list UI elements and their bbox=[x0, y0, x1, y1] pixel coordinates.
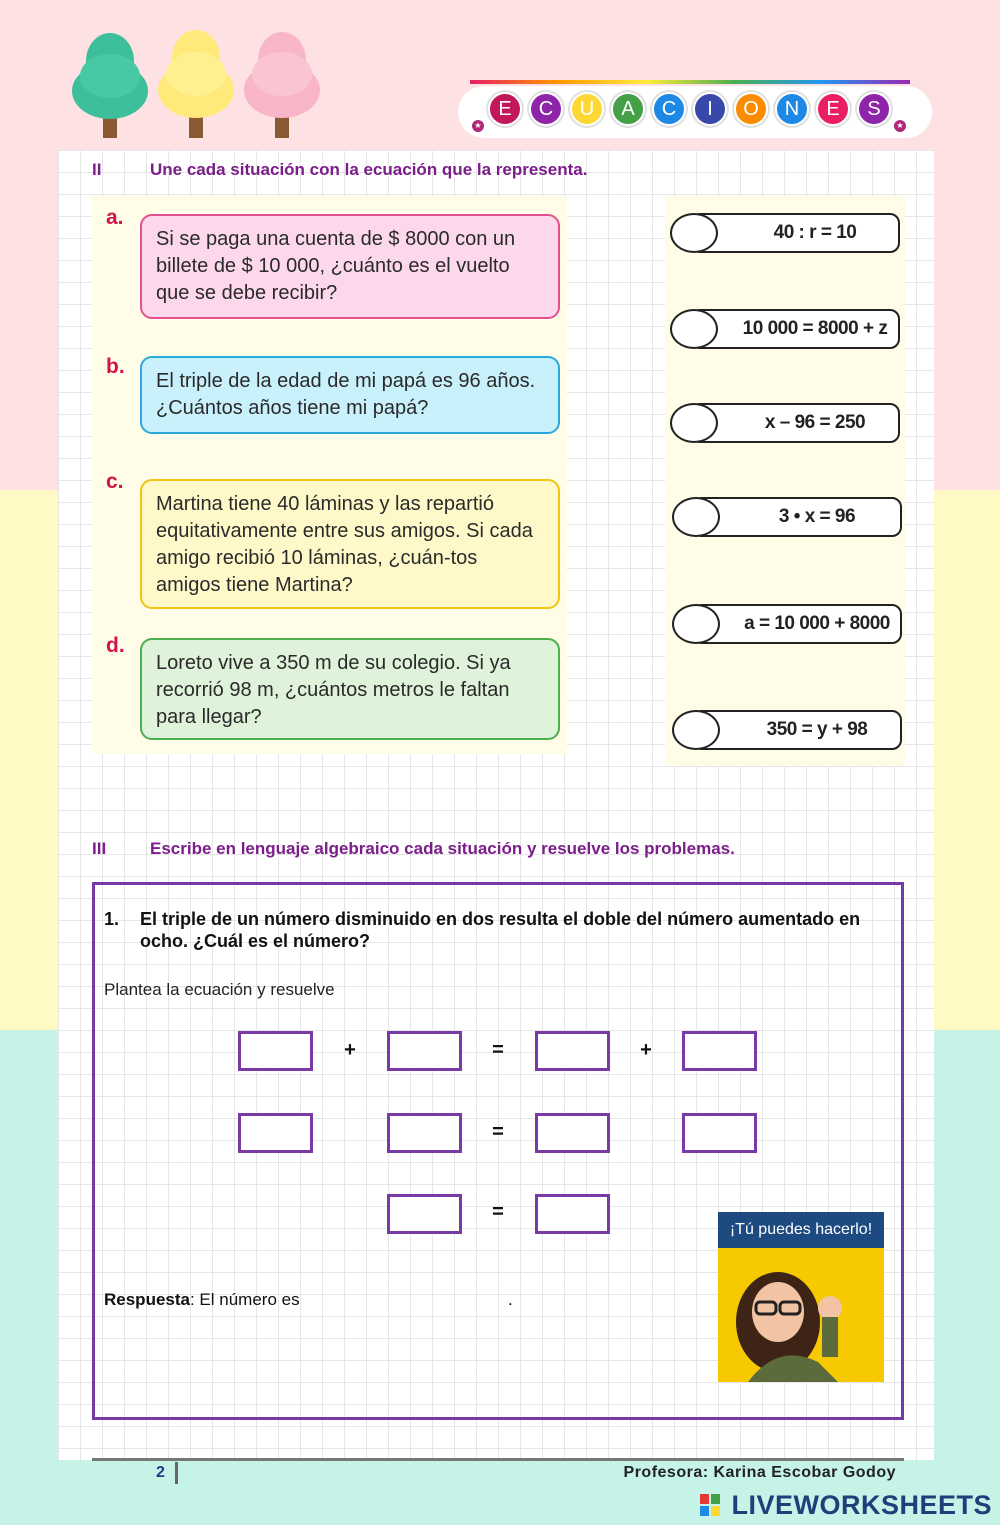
equation-option[interactable] bbox=[672, 497, 902, 539]
item-b-card bbox=[140, 356, 560, 434]
match-circle[interactable] bbox=[672, 497, 720, 537]
title-letter: O bbox=[734, 92, 768, 126]
section-2-heading bbox=[92, 160, 912, 182]
answer-input[interactable] bbox=[238, 1113, 313, 1153]
motivation-text: ¡Tú puedes hacerlo! bbox=[718, 1212, 884, 1248]
item-c-label: c. bbox=[106, 470, 124, 493]
item-a-text: Si se paga una cuenta de $ 8000 con un billete de $ 10 000, ¿cuánto es el vuelto que se debe recibir? bbox=[156, 228, 516, 304]
answer-line bbox=[104, 1290, 300, 1310]
item-a-label: a. bbox=[106, 206, 124, 229]
answer-input[interactable] bbox=[238, 1031, 313, 1071]
answer-input[interactable] bbox=[682, 1031, 757, 1071]
item-a-card bbox=[140, 214, 560, 319]
title-letter: C bbox=[652, 92, 686, 126]
footer-rule bbox=[92, 1458, 904, 1461]
title-letter: E bbox=[488, 92, 522, 126]
title-letter: E bbox=[816, 92, 850, 126]
match-circle[interactable] bbox=[670, 213, 718, 253]
item-d-label: d. bbox=[106, 634, 125, 657]
equals-sign: = bbox=[492, 1121, 504, 1143]
equation-label: a = 10 000 + 8000 bbox=[744, 613, 890, 634]
title-letter: A bbox=[611, 92, 645, 126]
match-circle[interactable] bbox=[672, 710, 720, 750]
answer-label: Respuesta bbox=[104, 1290, 190, 1309]
equation-label: 3 • x = 96 bbox=[778, 506, 856, 527]
instruction: Plantea la ecuación y resuelve bbox=[104, 980, 335, 999]
answer-input[interactable] bbox=[387, 1113, 462, 1153]
equation-option[interactable] bbox=[670, 403, 900, 445]
title-rope bbox=[470, 80, 910, 84]
match-circle[interactable] bbox=[672, 604, 720, 644]
title-letter: N bbox=[775, 92, 809, 126]
plus-sign: + bbox=[640, 1039, 652, 1061]
question-number: 1. bbox=[104, 909, 120, 929]
tree-yellow-icon bbox=[158, 30, 234, 138]
item-b-text: El triple de la edad de mi papá es 96 años. ¿Cuántos años tiene mi papá? bbox=[156, 370, 536, 419]
section-3-heading bbox=[92, 839, 912, 861]
page-divider bbox=[175, 1462, 178, 1484]
answer-input[interactable] bbox=[682, 1113, 757, 1153]
page-number: 2 bbox=[156, 1464, 165, 1481]
title-letter: I bbox=[693, 92, 727, 126]
equation-option[interactable] bbox=[670, 213, 900, 255]
section-title: Une cada situación con la ecuación que la representa. bbox=[150, 160, 588, 179]
liveworksheets-brand: LIVEWORKSHEETS bbox=[731, 1490, 992, 1520]
equals-sign: = bbox=[492, 1201, 504, 1223]
equation-option[interactable] bbox=[672, 710, 902, 752]
question-text: El triple de un número disminuido en dos resulta el doble del número aumentado en ocho. ¿Cuál es el número? bbox=[140, 909, 861, 951]
equation-option[interactable] bbox=[670, 309, 900, 351]
star-icon: ★ bbox=[472, 120, 484, 132]
trees-decoration bbox=[68, 26, 328, 141]
equations-panel bbox=[665, 196, 905, 766]
title-letter: C bbox=[529, 92, 563, 126]
answer-input[interactable] bbox=[387, 1194, 462, 1234]
plus-sign: + bbox=[344, 1039, 356, 1061]
answer-end: . bbox=[508, 1290, 513, 1309]
equation-label: 350 = y + 98 bbox=[766, 719, 868, 740]
answer-input[interactable] bbox=[535, 1113, 610, 1153]
equation-label: 10 000 = 8000 + z bbox=[742, 318, 888, 339]
teacher-avatar-icon bbox=[718, 1212, 884, 1382]
match-circle[interactable] bbox=[670, 309, 718, 349]
match-circle[interactable] bbox=[670, 403, 718, 443]
equation-label: x – 96 = 250 bbox=[764, 412, 866, 433]
item-b-label: b. bbox=[106, 355, 125, 378]
motivation-image bbox=[718, 1212, 884, 1382]
answer-input[interactable] bbox=[387, 1031, 462, 1071]
answer-input[interactable] bbox=[535, 1194, 610, 1234]
section-title: Escribe en lenguaje algebraico cada situación y resuelve los problemas. bbox=[150, 839, 735, 858]
item-d-text: Loreto vive a 350 m de su colegio. Si ya recorrió 98 m, ¿cuántos metros le faltan para llegar? bbox=[156, 652, 511, 728]
section-number: II bbox=[92, 160, 102, 179]
item-c-card bbox=[140, 479, 560, 609]
equation-label: 40 : r = 10 bbox=[773, 222, 857, 243]
answer-input[interactable] bbox=[535, 1031, 610, 1071]
tree-green-icon bbox=[72, 33, 148, 138]
teacher-name: Profesora: Karina Escobar Godoy bbox=[623, 1464, 896, 1481]
equals-sign: = bbox=[492, 1039, 504, 1061]
tree-pink-icon bbox=[244, 32, 320, 138]
title-letter: S bbox=[857, 92, 891, 126]
equation-option[interactable] bbox=[672, 604, 902, 646]
title-letter: U bbox=[570, 92, 604, 126]
item-c-text: Martina tiene 40 láminas y las repartió equitativamente entre sus amigos. Si cada amigo recibió 10 láminas, ¿cuán-tos amigos tiene Martina? bbox=[156, 493, 533, 596]
section-number: III bbox=[92, 839, 107, 858]
item-d-card bbox=[140, 638, 560, 740]
liveworksheets-logo-icon bbox=[700, 1494, 720, 1516]
answer-text: : El número es bbox=[189, 1290, 300, 1309]
star-icon: ★ bbox=[894, 120, 906, 132]
